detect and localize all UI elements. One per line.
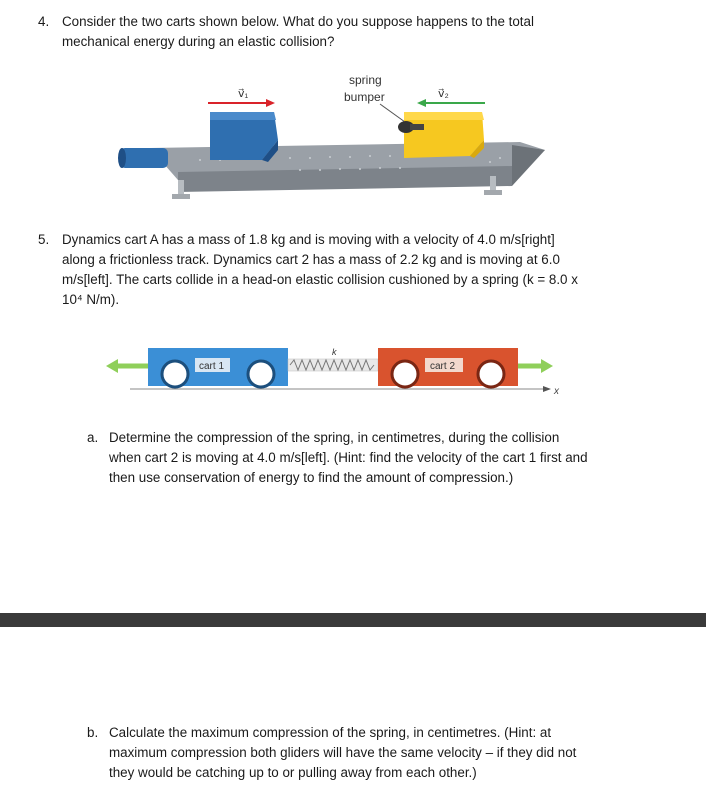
- spring-label: spring: [349, 73, 382, 87]
- part-text-line: then use conservation of energy to find the amount of compression.): [109, 470, 514, 485]
- question-text-line: 10⁴ N/m).: [62, 292, 120, 307]
- question-text-line: along a frictionless track. Dynamics cart 2 has a mass of 2.2 kg and is moving at 6.0: [62, 252, 560, 267]
- cart-2-wheel-right: [478, 361, 504, 387]
- bumper-label: bumper: [344, 90, 385, 104]
- question-number: 4.: [38, 14, 50, 29]
- part-text-line: maximum compression both gliders will have the same velocity – if they did not: [109, 745, 577, 760]
- arrow-right-head: [541, 359, 553, 373]
- question-text-line: Consider the two carts shown below. What do you suppose happens to the total: [62, 14, 534, 29]
- spring-constant-label: k: [332, 347, 337, 357]
- part-text-line: they would be catching up to or pulling away from each other.): [109, 765, 477, 780]
- part-text-line: Determine the compression of the spring, in centimetres, during the collision: [109, 430, 560, 445]
- part-text-line: when cart 2 is moving at 4.0 m/s[left]. (Hint: find the velocity of the cart 1 first and: [109, 450, 588, 465]
- cart-2-label: cart 2: [430, 361, 456, 372]
- cart-1-label: cart 1: [199, 361, 225, 372]
- page-divider: [0, 613, 706, 627]
- question-number: 5.: [38, 232, 50, 247]
- x-axis-head: [543, 386, 551, 392]
- question-text-line: Dynamics cart A has a mass of 1.8 kg and is moving with a velocity of 4.0 m/s[right]: [62, 232, 555, 247]
- velocity-label-v2: v⃗₂: [438, 88, 449, 100]
- velocity-label-v1: v⃗₁: [238, 88, 249, 100]
- cart-2-wheel-left: [392, 361, 418, 387]
- part-letter: b.: [87, 725, 99, 740]
- x-axis-label: x: [554, 386, 559, 397]
- part-letter: a.: [87, 430, 99, 445]
- part-text-line: Calculate the maximum compression of the spring, in centimetres. (Hint: at: [109, 725, 552, 740]
- question-text-line: mechanical energy during an elastic collision?: [62, 34, 335, 49]
- cart-1-wheel-left: [162, 361, 188, 387]
- question-text-line: m/s[left]. The carts collide in a head-on elastic collision cushioned by a spring (k = 8.0 x: [62, 272, 578, 287]
- arrow-left-head: [106, 359, 118, 373]
- cart-1-wheel-right: [248, 361, 274, 387]
